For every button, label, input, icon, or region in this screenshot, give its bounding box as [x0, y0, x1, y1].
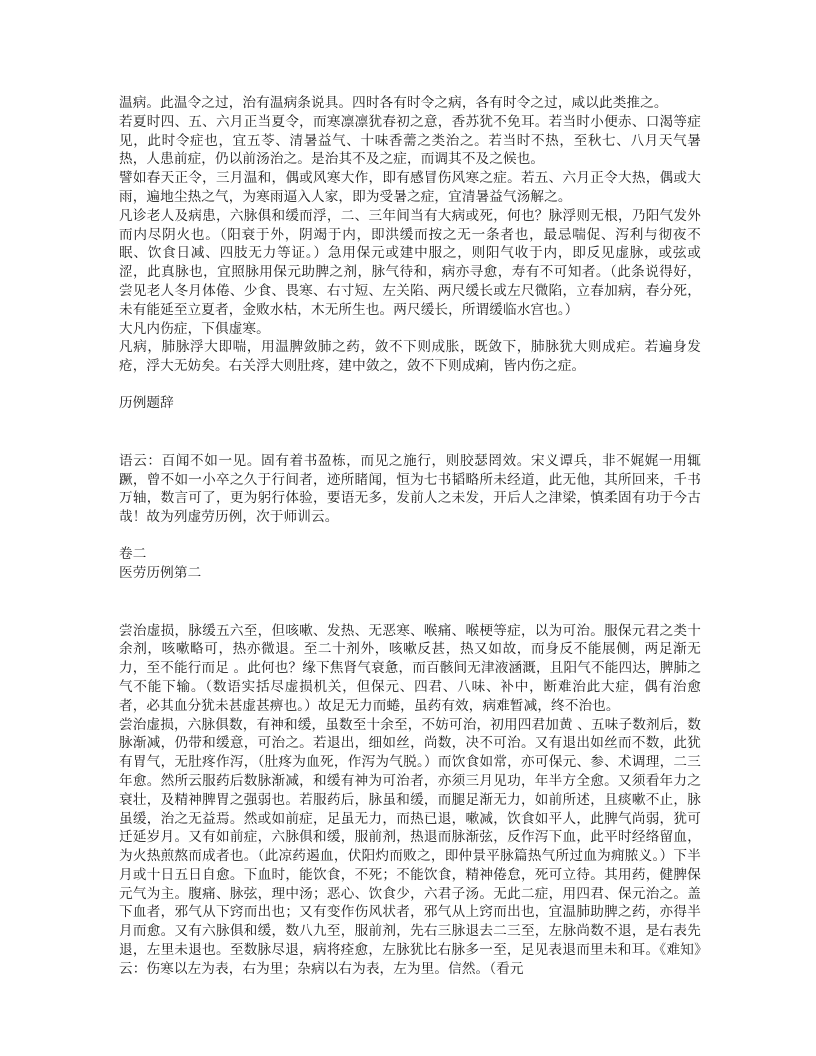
paragraph-lung-pulse: 凡病，肺脉浮大即喘，用温脾敛肺之药，敛不下则成胀，既敛下，肺脉犹大则成疟。若遍身发疮，浮大无妨矣。右关浮大则肚疼，建中敛之，敛不下则成痢，皆内伤之症。 [119, 339, 701, 375]
paragraph-warm-disease: 温病。此温令之过，治有温病条说具。四时各有时令之病，各有时令之过，咸以此类推之。 [119, 95, 668, 111]
spacer [119, 583, 701, 622]
chapter-title: 医劳历例第二 [119, 564, 202, 581]
paragraph-case-1: 尝治虚损，脉缓五六至，但咳嗽、发热、无恶寒、喉痛、喉梗等症，以为可治。服保元君之类十余剂，咳嗽略可，热亦微退。至二十剂外，咳嗽反甚，热又如故，而身反不能展侧，两足渐无力，至不能行而足 。此何也？缘下焦肾气衰惫，而百骸间无津液涵溉，且阳气不能四达，脾肺之气不能下输。（数语实括尽虚损机关，但保元、四君、八味、补中，断难治此大症，偶有治愈者，必其血分犹未甚虚甚痹也。）故足无力而蜷，虽药有效，病难暂减，终不治也。 [119, 622, 701, 714]
paragraph-elderly-pulse: 凡诊老人及病患，六脉俱和缓而浮，二、三年间当有大病或死，何也？脉浮则无根，乃阳气发外而内尽阴火也。（阳衰于外，阴竭于内，即洪缓而按之无一条者也，最忌喘促、泻利与彻夜不眠、饮食日减、四肢无力等证。）急用保元或建中服之，则阳气收于内，即反见虚脉，或弦或涩，此真脉也，宜照脉用保元助脾之剂，脉气待和，病亦寻愈，寿有不可知者。（此条说得好，尝见老人冬月体倦、少食、畏寒、右寸短、左关陷、两尺缓长或左尺微陷，立春加病，春分死，未有能延至立夏者，金败水枯，木无所生也。两尺缓长，所谓缓临水宫也。） [119, 207, 701, 318]
spacer [119, 413, 701, 452]
paragraph-spring-season: 譬如春天正令，三月温和，偶或风寒大作，即有感冒伤风寒之症。若五、六月正令大热，偶或大雨，遍地尘热之气，为寒雨逼入人家，即为受暑之症，宜清暑益气汤解之。 [119, 170, 701, 205]
paragraph-summer-season: 若夏时四、五、六月正当夏令，而寒凛凛犹春初之意，香苏犹不免耳。若当时小便赤、口渴等症见，此时令症也，宜五苓、清暑益气、十味香薷之类治之。若当时不热，至秋七、八月天气暑热，人患前症，仍以前汤治之。是治其不及之症，而调其不及之候也。 [119, 113, 701, 168]
document-page [119, 94, 701, 979]
paragraph-case-2: 尝治虚损，六脉俱数，有神和缓，虽数至十余至，不妨可治，初用四君加黄 、五味子数剂后，数脉渐减，仍带和缓意，可治之。若退出，细如丝，尚数，决不可治。又有退出如丝而不数，此犹有胃气，无肚疼作泻，（肚疼为血死，作泻为气脱。）而饮食如常，亦可保元、参、术调理，二三年愈。然所云服药后数脉渐减，和缓有神为可治者，亦须三月见功，年半方全愈。又须看年力之衰壮，及精神脾胃之强弱也。若服药后，脉虽和缓，而腿足渐无力，如前所述，且痰嗽不止，脉虽缓，治之无益焉。然或如前症，足虽无力，而热已退，嗽减，饮食如平人，此脾气尚弱，犹可迁延岁月。又有如前症，六脉俱和缓，服前剂，热退而脉渐弦，反作泻下血，此平时经络留血，为火热煎熬而成者也。（此凉药遏血，伏阳灼而败之，即仲景平脉篇热气所过血为痈脓义。）下半月或十日五日自愈。下血时，能饮食，不死；不能饮食，精神倦怠，死可立待。其用药，健脾保元气为主。腹痛、脉弦，理中汤；恶心、饮食少，六君子汤。无此二症，用四君、保元治之。盖下血者，邪气从下窍而出也；又有变作伤风状者，邪气从上窍而出也，宜温肺助脾之药，亦得半月而愈。又有六脉俱和缓，数八九至，服前剂，先右三脉退去二三至，左脉尚数不退，是右表先退，左里未退也。至数脉尽退，病将痊愈，左脉犹比右脉多一至，足见表退而里未和耳。《难知》云：伤寒以左为表，右为里；杂病以右为表，左为里。信然。（看元 [119, 716, 701, 977]
spacer [119, 376, 701, 394]
section-title: 历例题辞 [119, 394, 174, 411]
volume-label: 卷二 [119, 545, 147, 562]
spacer [119, 527, 701, 545]
paragraph-preface: 语云：百闻不如一见。固有着书盈栋，而见之施行，则胶瑟罔效。宋义谭兵，非不娓娓一用辄蹶，曾不如一小卒之久于行间者，迹所睹闻，恒为七书韬略所未经道，此无他，其所回来，千书万轴，数言可了，更为躬行体验，要语无多，发前人之未发，开后人之津梁，慎柔固有功于今古哉！故为列虚劳历例，次于师训云。 [119, 452, 701, 526]
paragraph-internal-injury: 大凡内伤症，下俱虚寒。 [119, 320, 270, 337]
